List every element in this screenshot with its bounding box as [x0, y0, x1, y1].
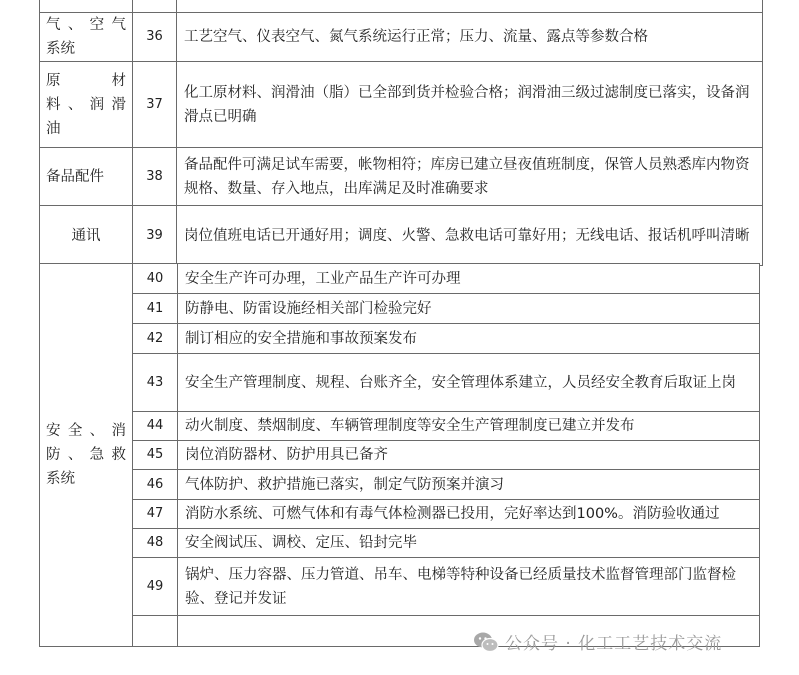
item-number: 38: [133, 148, 177, 206]
table-row: [40, 354, 760, 412]
item-number: 39: [133, 206, 177, 266]
system-line: 气、空气: [46, 17, 126, 33]
system-line: 防、急救: [46, 447, 126, 463]
table-row: [40, 558, 760, 616]
item-description: 安全阀试压、调校、定压、铅封完毕: [178, 529, 760, 558]
item-number: 48: [133, 529, 178, 558]
item-description: 制订相应的安全措施和事故预案发布: [178, 324, 760, 354]
item-description: 岗位值班电话已开通好用；调度、火警、急救电话可靠好用；无线电话、报话机呼叫清晰: [177, 206, 763, 266]
item-number: [133, 616, 178, 647]
equipment-checklist-table-top: [39, 0, 763, 266]
item-description: 工艺空气、仪表空气、氮气系统运行正常；压力、流量、露点等参数合格: [177, 13, 763, 62]
item-number: 49: [133, 558, 178, 616]
item-description: 气体防护、救护措施已落实，制定气防预案并演习: [178, 470, 760, 500]
item-description: 消防水系统、可燃气体和有毒气体检测器已投用，完好率达到100%。消防验收通过: [178, 500, 760, 529]
item-description: 岗位消防器材、防护用具已备齐: [178, 441, 760, 470]
table-row: [40, 206, 763, 266]
table-row: [40, 500, 760, 529]
item-description: 备品配件可满足试车需要，帐物相符；库房已建立昼夜值班制度，保管人员熟悉库内物资规格、数量、存入地点，出库满足及时准确要求: [177, 148, 763, 206]
item-number: 47: [133, 500, 178, 529]
item-number: 36: [133, 13, 177, 62]
system-line: 油: [46, 120, 61, 137]
item-description: 动火制度、禁烟制度、车辆管理制度等安全生产管理制度已建立并发布: [178, 412, 760, 441]
item-number: 45: [133, 441, 178, 470]
table-row: [40, 62, 763, 148]
system-line: 系统: [46, 471, 75, 487]
table-row: [40, 13, 763, 62]
system-line: 系统: [46, 41, 75, 57]
safety-checklist-table: [39, 263, 760, 647]
system-cell: [40, 62, 133, 148]
system-line: 原 材: [46, 72, 126, 89]
item-description: 安全生产管理制度、规程、台账齐全，安全管理体系建立，人员经安全教育后取证上岗: [178, 354, 760, 412]
watermark-text: 公众号 · 化工工艺技术交流: [505, 634, 723, 654]
item-number: 40: [133, 264, 178, 294]
item-number: 46: [133, 470, 178, 500]
system-line: 料、润滑: [46, 96, 126, 113]
table-row: [40, 441, 760, 470]
system-cell: 备品配件: [40, 148, 133, 206]
system-cell: [40, 13, 133, 62]
table-row: [40, 294, 760, 324]
item-number: 37: [133, 62, 177, 148]
table-row: [40, 324, 760, 354]
top-spacer-row: [40, 0, 763, 13]
item-number: 42: [133, 324, 178, 354]
table-row: [40, 529, 760, 558]
system-line: 安全、消: [46, 423, 126, 439]
item-description: 化工原材料、润滑油（脂）已全部到货并检验合格；润滑油三级过滤制度已落实，设备润滑点已明确: [177, 62, 763, 148]
table-row: [40, 148, 763, 206]
wechat-icon: [473, 631, 499, 653]
system-cell: [40, 264, 133, 647]
item-description: 安全生产许可办理，工业产品生产许可办理: [178, 264, 760, 294]
item-description: 锅炉、压力容器、压力管道、吊车、电梯等特种设备已经质量技术监督管理部门监督检验、登记并发证: [178, 558, 760, 616]
watermark: [473, 629, 722, 654]
item-description: 防静电、防雷设施经相关部门检验完好: [178, 294, 760, 324]
item-number: 43: [133, 354, 178, 412]
system-cell: 通讯: [40, 206, 133, 266]
table-row: [40, 264, 760, 294]
table-row: [40, 470, 760, 500]
table-row: [40, 412, 760, 441]
item-number: 41: [133, 294, 178, 324]
item-number: 44: [133, 412, 178, 441]
